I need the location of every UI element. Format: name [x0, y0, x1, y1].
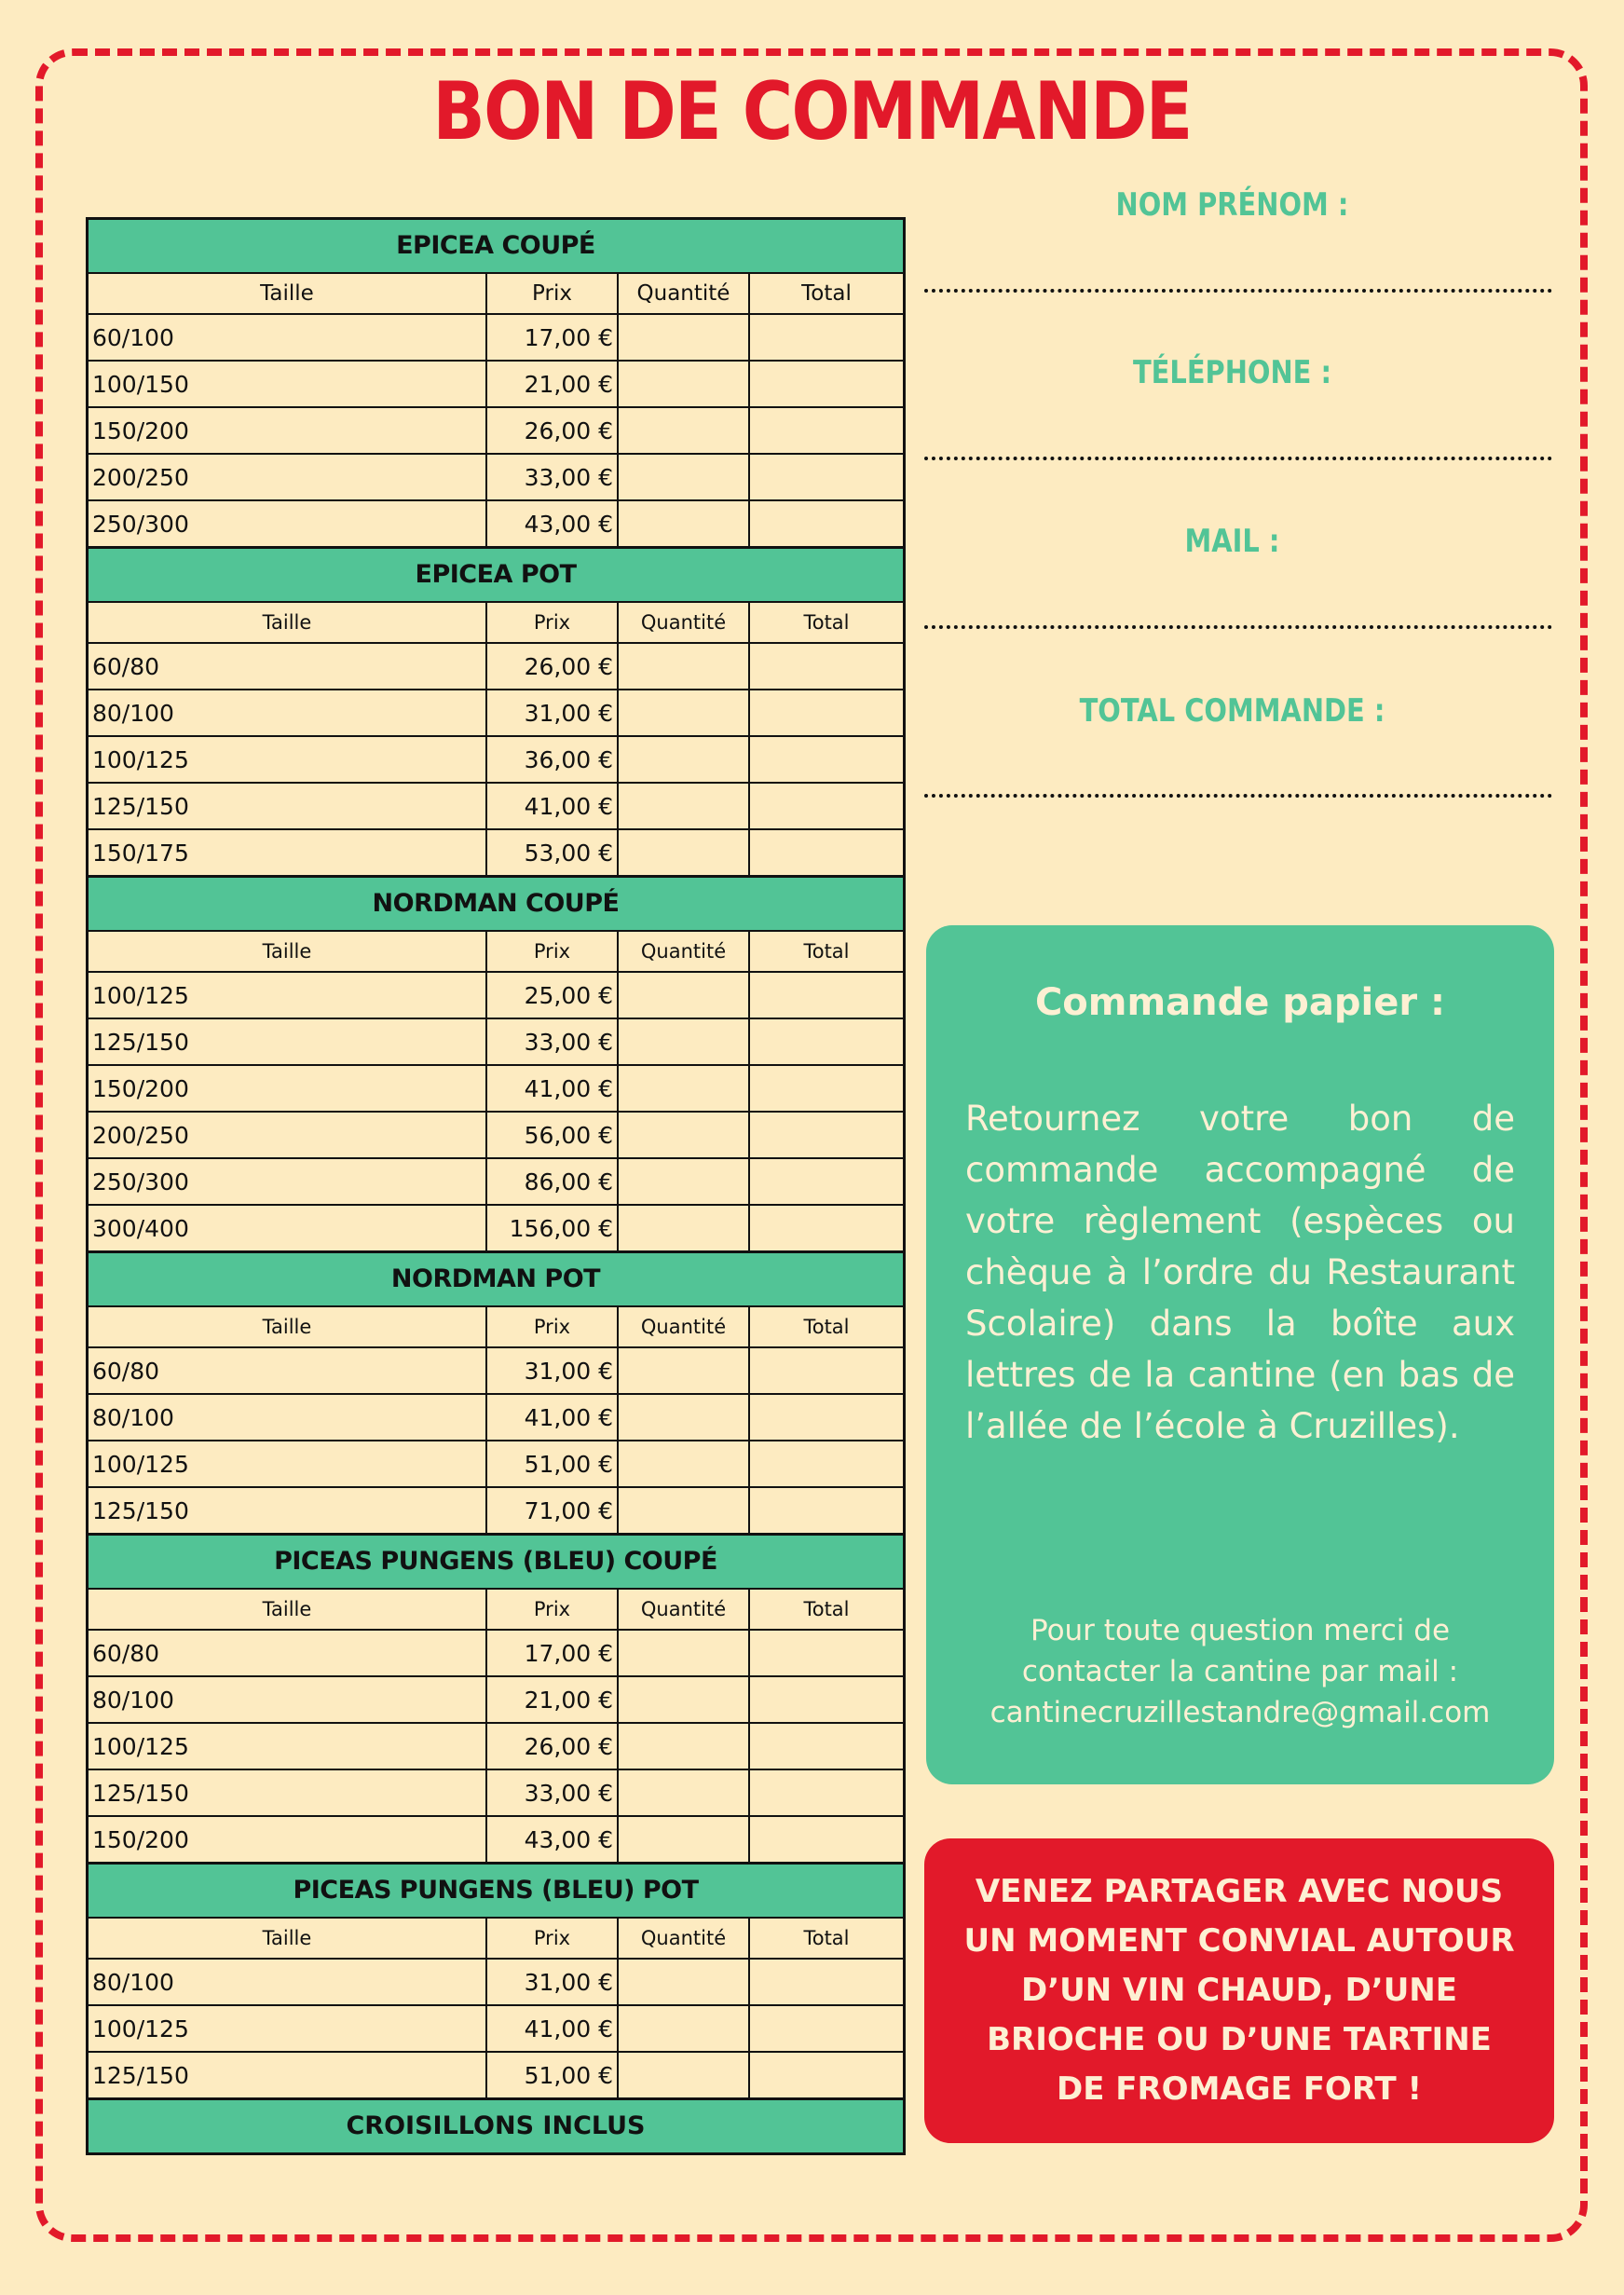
total-cell[interactable]: [750, 362, 903, 406]
size-cell: 100/150: [89, 362, 487, 406]
quantity-cell[interactable]: [619, 1019, 750, 1064]
page-title: BON DE COMMANDE: [432, 65, 1192, 158]
size-cell: 60/80: [89, 644, 487, 689]
table-row: [89, 1113, 903, 1159]
price-cell: 26,00 €: [487, 1724, 619, 1769]
contact-email[interactable]: cantinecruzillestandre@gmail.com: [989, 1696, 1491, 1729]
invitation-text: VENEZ PARTAGER AVEC NOUS UN MOMENT CONVIAL AUTOUR D’UN VIN CHAUD, D’UNE BRIOCHE OU D’UNE TARTINE DE FROMAGE FORT !: [963, 1873, 1515, 2108]
column-header-total: Total: [801, 281, 852, 306]
section-title: NORDMAN COUPÉ: [89, 878, 903, 932]
quantity-cell[interactable]: [619, 1348, 750, 1393]
table-row: [89, 1441, 903, 1488]
table-row: [89, 362, 903, 408]
price-cell: 33,00 €: [487, 1770, 619, 1815]
price-cell: 41,00 €: [487, 784, 619, 828]
price-cell: 26,00 €: [487, 644, 619, 689]
invitation-box: [924, 1838, 1554, 2143]
total-cell[interactable]: [750, 1677, 903, 1722]
column-header-row: [89, 932, 903, 973]
column-header-total: Total: [803, 611, 850, 634]
price-cell: 43,00 €: [487, 1817, 619, 1862]
total-cell[interactable]: [750, 1770, 903, 1815]
paper-order-box: [926, 925, 1554, 1784]
total-cell[interactable]: [750, 501, 903, 546]
column-header-taille: Taille: [89, 932, 487, 971]
price-cell: 33,00 €: [487, 455, 619, 499]
table-row: [89, 1960, 903, 2006]
quantity-cell[interactable]: [619, 501, 750, 546]
total-cell[interactable]: [750, 315, 903, 360]
column-header-quantite: Quantité: [619, 603, 750, 642]
total-cell[interactable]: [750, 2053, 903, 2097]
quantity-cell[interactable]: [619, 1113, 750, 1157]
column-header-taille: Taille: [89, 274, 487, 313]
quantity-cell[interactable]: [619, 1631, 750, 1675]
price-cell: 17,00 €: [487, 1631, 619, 1675]
price-cell: 86,00 €: [487, 1159, 619, 1204]
size-cell: 200/250: [89, 455, 487, 499]
table-row: [89, 1817, 903, 1862]
size-cell: 100/125: [89, 2006, 487, 2051]
column-header-prix: Prix: [487, 1919, 619, 1958]
quantity-cell[interactable]: [619, 1488, 750, 1533]
section-title: EPICEA POT: [89, 549, 903, 603]
price-cell: 21,00 €: [487, 1677, 619, 1722]
quantity-cell[interactable]: [619, 1206, 750, 1250]
total-cell[interactable]: [750, 830, 903, 875]
product-section: [86, 1253, 906, 1536]
price-cell: 21,00 €: [487, 362, 619, 406]
column-header-total: Total: [803, 1927, 850, 1949]
quantity-cell[interactable]: [619, 690, 750, 735]
quantity-cell[interactable]: [619, 362, 750, 406]
table-row: [89, 784, 903, 830]
size-cell: 80/100: [89, 1960, 487, 2004]
column-header-prix: Prix: [487, 932, 619, 971]
total-cell[interactable]: [750, 1817, 903, 1862]
table-row: [89, 1770, 903, 1817]
column-header-row: [89, 1919, 903, 1960]
product-section: [86, 1865, 906, 2100]
total-cell[interactable]: [750, 1488, 903, 1533]
quantity-cell[interactable]: [619, 1770, 750, 1815]
price-cell: 51,00 €: [487, 2053, 619, 2097]
price-cell: 36,00 €: [487, 737, 619, 782]
size-cell: 250/300: [89, 1159, 487, 1204]
price-cell: 71,00 €: [487, 1488, 619, 1533]
table-row: [89, 501, 903, 546]
size-cell: 250/300: [89, 501, 487, 546]
name-field[interactable]: [924, 289, 1552, 293]
phone-field[interactable]: [924, 457, 1552, 460]
price-cell: 31,00 €: [487, 690, 619, 735]
table-row: [89, 830, 903, 875]
quantity-cell[interactable]: [619, 1066, 750, 1111]
table-row: [89, 2053, 903, 2097]
table-row: [89, 455, 903, 501]
table-row: [89, 1631, 903, 1677]
size-cell: 100/125: [89, 1441, 487, 1486]
total-cell[interactable]: [750, 1441, 903, 1486]
size-cell: 125/150: [89, 784, 487, 828]
table-row: [89, 1066, 903, 1113]
table-row: [89, 690, 903, 737]
total-order-field[interactable]: [924, 794, 1552, 798]
table-row: [89, 1395, 903, 1441]
column-header-row: [89, 274, 903, 315]
price-cell: 51,00 €: [487, 1441, 619, 1486]
price-cell: 41,00 €: [487, 1066, 619, 1111]
price-cell: 41,00 €: [487, 2006, 619, 2051]
table-row: [89, 315, 903, 362]
table-row: [89, 1159, 903, 1206]
quantity-cell[interactable]: [619, 1395, 750, 1440]
table-row: [89, 408, 903, 455]
column-header-quantite: Quantité: [619, 274, 750, 313]
quantity-cell[interactable]: [619, 1817, 750, 1862]
total-cell[interactable]: [750, 1395, 903, 1440]
size-cell: 125/150: [89, 1488, 487, 1533]
product-section: [86, 1536, 906, 1865]
size-cell: 150/200: [89, 1817, 487, 1862]
mail-label: MAIL :: [1184, 523, 1280, 560]
quantity-cell[interactable]: [619, 1441, 750, 1486]
column-header-quantite: Quantité: [619, 1919, 750, 1958]
total-cell[interactable]: [750, 1960, 903, 2004]
price-cell: 156,00 €: [487, 1206, 619, 1250]
column-header-prix: Prix: [487, 603, 619, 642]
total-cell[interactable]: [750, 1348, 903, 1393]
column-header-prix: Prix: [487, 274, 619, 313]
size-cell: 150/175: [89, 830, 487, 875]
price-cell: 31,00 €: [487, 1960, 619, 2004]
size-cell: 100/125: [89, 737, 487, 782]
price-cell: 31,00 €: [487, 1348, 619, 1393]
total-cell[interactable]: [750, 973, 903, 1018]
table-row: [89, 1348, 903, 1395]
size-cell: 150/200: [89, 1066, 487, 1111]
total-cell[interactable]: [750, 1066, 903, 1111]
price-cell: 41,00 €: [487, 1395, 619, 1440]
quantity-cell[interactable]: [619, 2006, 750, 2051]
total-cell[interactable]: [750, 1631, 903, 1675]
column-header-taille: Taille: [89, 1919, 487, 1958]
quantity-cell[interactable]: [619, 644, 750, 689]
size-cell: 80/100: [89, 690, 487, 735]
price-table: [86, 217, 906, 2155]
size-cell: 60/80: [89, 1631, 487, 1675]
phone-label: TÉLÉPHONE :: [1132, 354, 1332, 391]
total-cell[interactable]: [750, 644, 903, 689]
size-cell: 300/400: [89, 1206, 487, 1250]
total-cell[interactable]: [750, 1724, 903, 1769]
total-cell[interactable]: [750, 690, 903, 735]
size-cell: 125/150: [89, 2053, 487, 2097]
price-cell: 25,00 €: [487, 973, 619, 1018]
quantity-cell[interactable]: [619, 1159, 750, 1204]
quantity-cell[interactable]: [619, 1724, 750, 1769]
column-header-quantite: Quantité: [619, 1307, 750, 1346]
product-section: [86, 878, 906, 1253]
quantity-cell[interactable]: [619, 2053, 750, 2097]
column-header-row: [89, 1307, 903, 1348]
section-title: PICEAS PUNGENS (BLEU) POT: [89, 1865, 903, 1919]
table-row: [89, 644, 903, 690]
size-cell: 125/150: [89, 1019, 487, 1064]
column-header-total: Total: [803, 1316, 850, 1338]
size-cell: 60/80: [89, 1348, 487, 1393]
total-cell[interactable]: [750, 408, 903, 453]
price-cell: 17,00 €: [487, 315, 619, 360]
footer-note: CROISILLONS INCLUS: [86, 2100, 906, 2155]
contact-info: [945, 1610, 1535, 1733]
section-title: NORDMAN POT: [89, 1253, 903, 1307]
name-label: NOM PRÉNOM :: [1115, 186, 1349, 224]
size-cell: 200/250: [89, 1113, 487, 1157]
price-cell: 33,00 €: [487, 1019, 619, 1064]
paper-order-text: Retournez votre bon de commande accompagné de votre règlement (espèces ou chèque à l’ordre du Restaurant Scolaire) dans la boîte aux lettres de la cantine (en bas de l’allée de l’école à Cruzilles).: [965, 1099, 1515, 1446]
column-header-row: [89, 603, 903, 644]
contact-line-1: Pour toute question merci de: [1030, 1614, 1451, 1647]
column-header-prix: Prix: [487, 1307, 619, 1346]
column-header-quantite: Quantité: [619, 1590, 750, 1629]
size-cell: 100/125: [89, 1724, 487, 1769]
total-cell[interactable]: [750, 1113, 903, 1157]
mail-field[interactable]: [924, 625, 1552, 629]
table-row: [89, 1724, 903, 1770]
section-title: PICEAS PUNGENS (BLEU) COUPÉ: [89, 1536, 903, 1590]
price-cell: 53,00 €: [487, 830, 619, 875]
table-row: [89, 737, 903, 784]
product-section: [86, 217, 906, 549]
price-cell: 56,00 €: [487, 1113, 619, 1157]
price-cell: 43,00 €: [487, 501, 619, 546]
size-cell: 100/125: [89, 973, 487, 1018]
quantity-cell[interactable]: [619, 973, 750, 1018]
quantity-cell[interactable]: [619, 1960, 750, 2004]
total-cell[interactable]: [750, 784, 903, 828]
total-order-label: TOTAL COMMANDE :: [1079, 692, 1385, 730]
table-row: [89, 973, 903, 1019]
size-cell: 150/200: [89, 408, 487, 453]
quantity-cell[interactable]: [619, 830, 750, 875]
column-header-prix: Prix: [487, 1590, 619, 1629]
total-cell[interactable]: [750, 1206, 903, 1250]
table-row: [89, 1019, 903, 1066]
column-header-row: [89, 1590, 903, 1631]
quantity-cell[interactable]: [619, 737, 750, 782]
total-cell[interactable]: [750, 737, 903, 782]
price-cell: 26,00 €: [487, 408, 619, 453]
column-header-taille: Taille: [89, 603, 487, 642]
quantity-cell[interactable]: [619, 315, 750, 360]
column-header-quantite: Quantité: [619, 932, 750, 971]
size-cell: 80/100: [89, 1395, 487, 1440]
quantity-cell[interactable]: [619, 408, 750, 453]
table-row: [89, 1488, 903, 1533]
table-row: [89, 1206, 903, 1250]
paper-order-title: Commande papier :: [1034, 981, 1446, 1024]
size-cell: 60/100: [89, 315, 487, 360]
size-cell: 80/100: [89, 1677, 487, 1722]
total-cell[interactable]: [750, 2006, 903, 2051]
size-cell: 125/150: [89, 1770, 487, 1815]
quantity-cell[interactable]: [619, 784, 750, 828]
column-header-total: Total: [803, 1598, 850, 1620]
table-row: [89, 2006, 903, 2053]
product-section: [86, 549, 906, 878]
total-cell[interactable]: [750, 455, 903, 499]
column-header-taille: Taille: [89, 1307, 487, 1346]
contact-line-2: contacter la cantine par mail :: [1021, 1655, 1459, 1688]
quantity-cell[interactable]: [619, 1677, 750, 1722]
table-row: [89, 1677, 903, 1724]
column-header-total: Total: [803, 940, 850, 963]
total-cell[interactable]: [750, 1019, 903, 1064]
column-header-taille: Taille: [89, 1590, 487, 1629]
section-title: EPICEA COUPÉ: [89, 220, 903, 274]
total-cell[interactable]: [750, 1159, 903, 1204]
quantity-cell[interactable]: [619, 455, 750, 499]
